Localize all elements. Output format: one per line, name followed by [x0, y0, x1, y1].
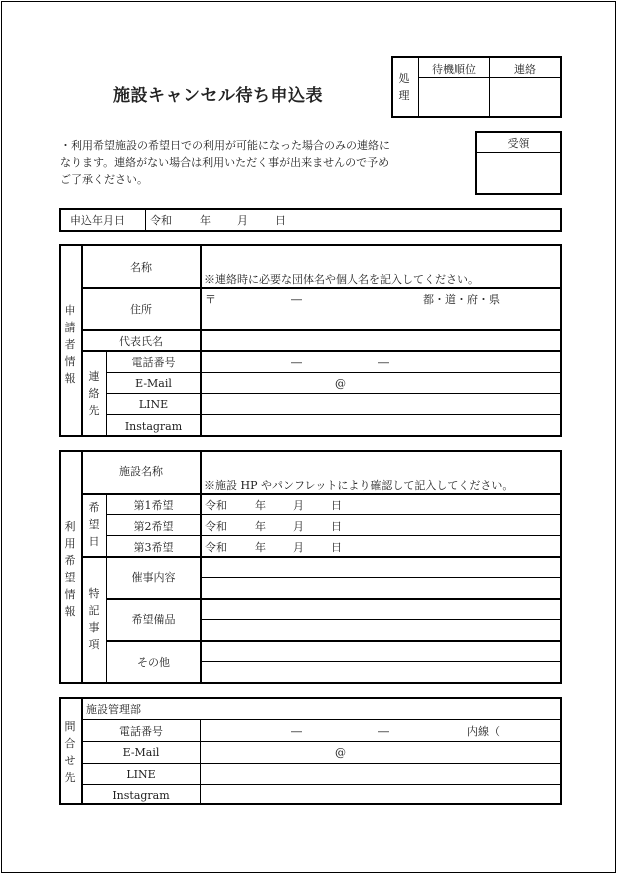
choice-2-day: 日 [331, 520, 342, 533]
applicant-side-label: 申請者情報 [64, 304, 76, 385]
contact-group-label: 連絡先 [88, 370, 100, 417]
extension-label: 内線（ [467, 725, 500, 738]
prefecture-options: 都・道・府・県 [423, 293, 500, 306]
inquiry-phone-dash-2: ― [378, 725, 389, 738]
choice-3-day: 日 [331, 541, 342, 554]
choice-3-label: 第3希望 [133, 541, 174, 554]
inquiry-side-label: 問合せ先 [64, 720, 76, 784]
email-label: E-Mail [135, 377, 172, 390]
email-at: @ [335, 377, 346, 390]
inquiry-phone-label: 電話番号 [119, 725, 163, 738]
office-side-label: 処理 [398, 72, 410, 102]
waiting-rank-header: 待機順位 [432, 63, 476, 76]
inquiry-email-at: @ [335, 746, 346, 759]
choice-3-month: 月 [293, 541, 304, 554]
event-content-label: 催事内容 [131, 571, 176, 584]
postal-mark: 〒 [205, 293, 216, 306]
choice-2-month: 月 [293, 520, 304, 533]
phone-label: 電話番号 [131, 356, 176, 369]
date-month-unit: 月 [237, 214, 248, 227]
choice-1-label: 第1希望 [133, 499, 174, 512]
choice-2-era: 令和 [205, 520, 227, 533]
equipment-label: 希望備品 [131, 613, 176, 626]
application-date-row [59, 208, 562, 232]
choice-2-year: 年 [255, 520, 266, 533]
choice-1-year: 年 [255, 499, 266, 512]
instruction-note: ・利用希望施設の希望日での利用が可能になった場合のみの連絡に なります。連絡がない場合は利用いただく事が出来ませんので予め ご了承ください。 [60, 139, 390, 186]
choice-3-era: 令和 [205, 541, 227, 554]
preferred-date-group-label: 希望日 [88, 501, 100, 548]
inquiry-email-label: E-Mail [122, 746, 160, 759]
other-label: その他 [137, 656, 170, 669]
contact-status-header: 連絡 [514, 63, 536, 76]
department-name: 施設管理部 [86, 703, 141, 716]
date-year-unit: 年 [200, 214, 211, 227]
facility-name-label: 施設名称 [119, 465, 163, 478]
choice-2-label: 第2希望 [133, 520, 174, 533]
choice-1-era: 令和 [205, 499, 227, 512]
name-label: 名称 [130, 261, 152, 274]
choice-3-year: 年 [255, 541, 266, 554]
facility-hint: ※施設 HP やパンフレットにより確認して記入してください。 [204, 479, 514, 492]
special-notes-group-label: 特記事項 [88, 587, 100, 651]
date-day-unit: 日 [275, 214, 286, 227]
address-label: 住所 [130, 303, 152, 316]
instagram-label: Instagram [124, 420, 183, 433]
inquiry-phone-dash-1: ― [291, 725, 302, 738]
application-date-label: 申込年月日 [70, 214, 125, 227]
phone-dash-1: ― [291, 356, 302, 369]
line-label: LINE [138, 398, 169, 411]
date-era: 令和 [150, 214, 172, 227]
choice-1-day: 日 [331, 499, 342, 512]
inquiry-line-label: LINE [126, 768, 156, 781]
postal-dash: ― [291, 293, 302, 306]
choice-1-month: 月 [293, 499, 304, 512]
name-hint: ※連絡時に必要な団体名や個人名を記入してください。 [204, 273, 479, 286]
representative-label: 代表氏名 [119, 335, 163, 348]
inquiry-instagram-label: Instagram [112, 789, 170, 802]
phone-dash-2: ― [378, 356, 389, 369]
usage-side-label: 利用希望情報 [64, 520, 76, 618]
received-label: 受領 [507, 137, 530, 150]
page-title: 施設キャンセル待ち申込表 [113, 86, 323, 106]
